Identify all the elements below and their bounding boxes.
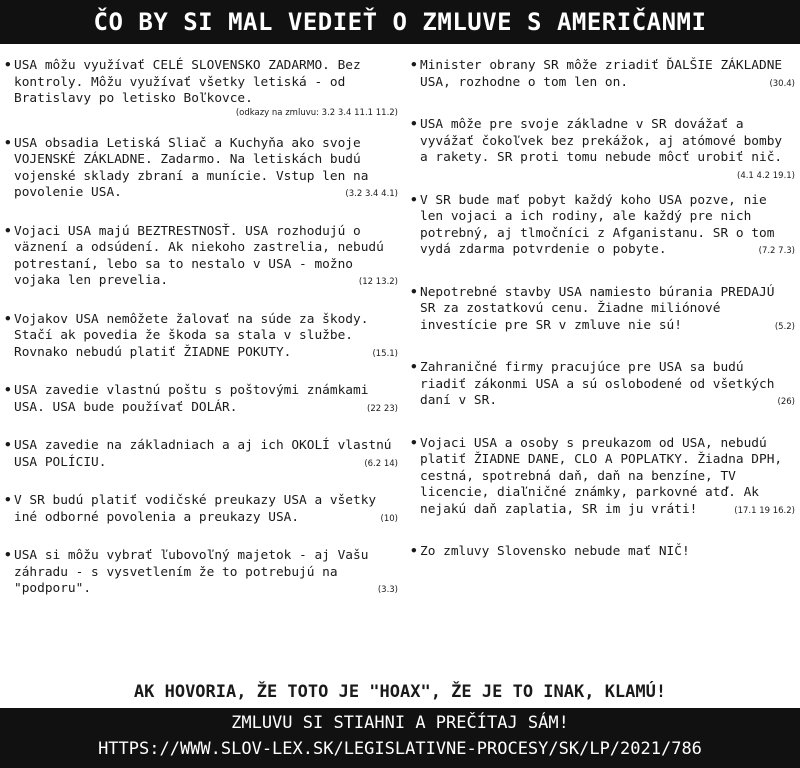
item-reference: (17.1 19 16.2) — [734, 505, 795, 516]
list-item — [4, 548, 398, 598]
list-item — [4, 438, 398, 471]
item-text: Vojaci USA majú BEZTRESTNOSŤ. USA rozhodujú o väznení a odsúdení. Ak niekoho zastrelia, nebudú potrestaní, lebo sa to nestalo v USA - možno vojaka len prevelia. — [14, 223, 384, 288]
page-title: ČO BY SI MAL VEDIEŤ O ZMLUVE S AMERIČANMI — [0, 0, 800, 44]
list-item — [4, 58, 398, 118]
item-text: Vojaci USA a osoby s preukazom od USA, nebudú platiť ŽIADNE DANE, CLO A POPLATKY. Žiadna DPH, cestná, spotrebná daň, daň na benzíne, TV licencie, diaľničné známky, parkovné atď. Ak nejakú daň zaplatia, SR im ju vráti! — [420, 435, 783, 517]
warning-statement: AK HOVORIA, ŽE TOTO JE "HOAX", ŽE JE TO INAK, KLAMÚ! — [133, 682, 667, 702]
list-item — [410, 544, 795, 561]
item-text: V SR budú platiť vodičské preukazy USA a všetky iné odborné povolenia a preukazy USA. — [14, 493, 377, 525]
item-reference: (7.2 7.3) — [758, 246, 795, 256]
footer-call-to-action: ZMLUVU SI STIAHNI A PREČÍTAJ SÁM! — [231, 713, 569, 733]
list-item — [4, 136, 398, 202]
list-item — [4, 224, 398, 290]
item-reference: (3.3) — [377, 585, 398, 595]
item-text: USA obsadia Letiská Sliač a Kuchyňa ako svoje VOJENSKÉ ZÁKLADNE. Zadarmo. Na letiskách budú vojenské sklady zbraní a munície. Vstup len na povolenie USA. — [14, 135, 369, 200]
item-reference: (3.2 3.4 4.1) — [345, 189, 398, 199]
item-text: USA zavedie na základniach a aj ich OKOLÍ vlastnú USA POLÍCIU. — [14, 438, 392, 470]
item-text: USA môže pre svoje základne v SR dovážať a vyvážať čokoľvek bez prekážok, aj atómové bomby a rakety. SR proti tomu nebude môcť urobiť nič. — [420, 117, 783, 165]
item-reference: (30.4) — [769, 78, 795, 89]
list-item — [410, 360, 795, 410]
item-text: Zo zmluvy Slovensko nebude mať NIČ! — [420, 544, 690, 559]
item-reference: (22 23) — [367, 403, 398, 414]
list-item — [4, 312, 398, 362]
item-reference: (12 13.2) — [358, 277, 398, 287]
item-text: USA môžu využívať CELÉ SLOVENSKO ZADARMO. Bez kontroly. Môžu využívať všetky letiská - od Bratislavy po letisko Boľkovce. — [14, 58, 361, 106]
item-reference: (odkazy na zmluvu: 3.2 3.4 11.1 11.2) — [235, 107, 398, 118]
list-item — [410, 117, 795, 181]
item-reference: (10) — [380, 513, 398, 524]
footer-banner — [0, 708, 800, 768]
list-item — [4, 383, 398, 416]
list-item — [410, 58, 795, 91]
item-text: Zahraničné firmy pracujúce pre USA sa budú riadiť zákonmi USA a sú oslobodené od všetkých daní v SR. — [420, 360, 775, 408]
right-column — [410, 58, 795, 561]
item-text: Minister obrany SR môže zriadiť ĎALŠIE ZÁKLADNE USA, rozhodne o tom len on. — [420, 58, 783, 90]
item-text: USA si môžu vybrať ľubovoľný majetok - aj Vašu záhradu - s vysvetlením že to potrebujú na "podporu". — [14, 548, 369, 596]
item-text: USA zavedie vlastnú poštu s poštovými známkami USA. USA bude používať DOLÁR. — [14, 383, 369, 415]
item-text: Nepotrebné stavby USA namiesto búrania PREDAJÚ SR za zostatkovú cenu. Žiadne miliónové investície pre SR v zmluve nie sú! — [420, 284, 775, 333]
list-item — [410, 436, 795, 519]
item-reference: (5.2) — [774, 321, 795, 332]
left-column — [4, 58, 398, 598]
footer-url: HTTPS://WWW.SLOV-LEX.SK/LEGISLATIVNE-PROCESY/SK/LP/2021/786 — [98, 739, 702, 759]
item-text: Vojakov USA nemôžete žalovať na súde za škody. Stačí ak povedia že škoda sa stala v službe. Rovnako nebudú platiť ŽIADNE POKUTY. — [14, 311, 369, 360]
list-item — [4, 493, 398, 526]
item-text: V SR bude mať pobyt každý koho USA pozve, nie len vojaci a ich rodiny, ale každý pre nich potrebný, aj tlmočníci z Afganistanu. SR o tom vydá zdarma potvrdenie o pobyte. — [420, 192, 775, 257]
item-reference: (4.1 4.2 19.1) — [737, 170, 795, 181]
item-reference: (6.2 14) — [364, 458, 398, 469]
item-reference: (26) — [777, 397, 795, 407]
item-reference: (15.1) — [372, 348, 398, 359]
list-item — [410, 193, 795, 259]
list-item — [410, 285, 795, 335]
